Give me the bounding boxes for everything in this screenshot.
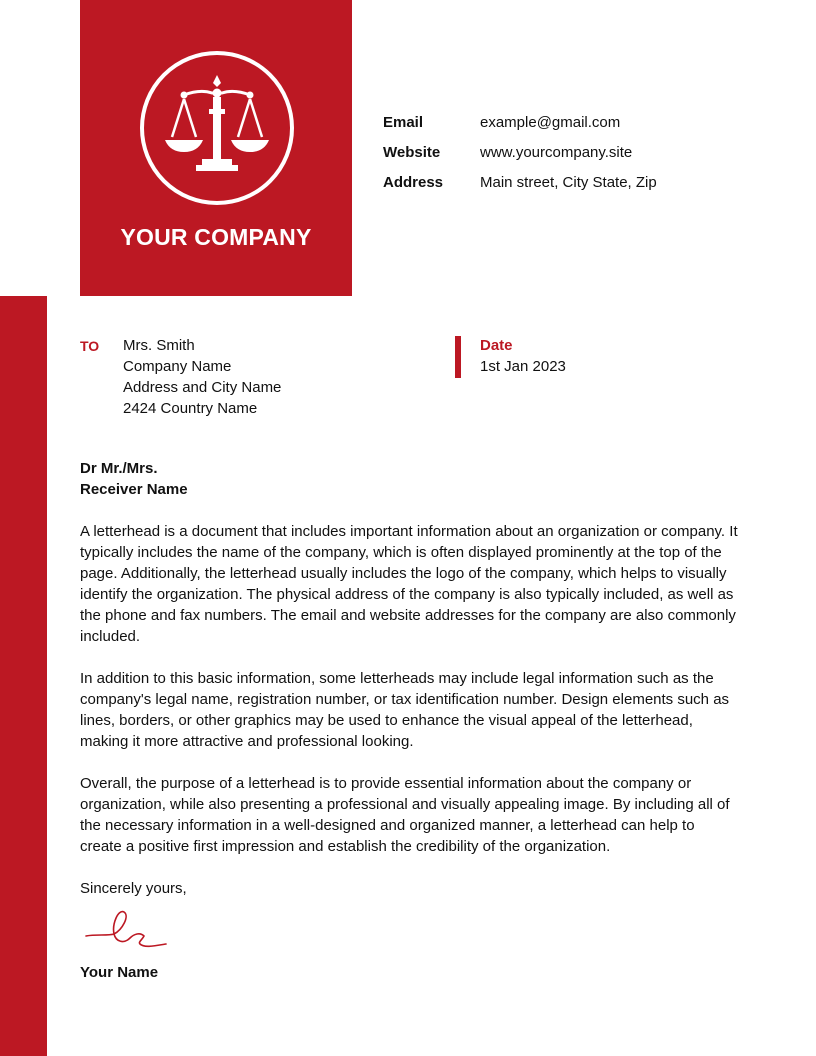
contact-label: Website xyxy=(383,144,441,161)
company-name: YOUR COMPANY xyxy=(120,224,312,250)
body-paragraph: In addition to this basic information, some letterheads may include legal information such as the company's legal name, registration number, or tax identification number. Design elements such as lines, borders, or other graphics may be used to enhance the visual appeal of the letterhead, making it more attractive and professional looking. xyxy=(80,670,730,750)
logo-block xyxy=(80,0,352,296)
recipient-company: Company Name xyxy=(123,358,232,375)
side-accent-bar xyxy=(0,296,47,1056)
contact-address-row xyxy=(383,174,657,204)
recipient-country: 2424 Country Name xyxy=(123,400,258,417)
salutation-title: Dr Mr./Mrs. xyxy=(80,460,158,477)
date-label: Date xyxy=(480,337,513,354)
website-value: www.yourcompany.site xyxy=(480,144,633,161)
to-label: TO xyxy=(80,338,100,354)
signature xyxy=(84,904,174,954)
contact-label: Address xyxy=(383,174,444,191)
contact-website-row xyxy=(383,144,657,174)
salutation-receiver: Receiver Name xyxy=(80,481,188,498)
address-value: Main street, City State, Zip xyxy=(480,174,657,191)
contact-info xyxy=(383,114,657,204)
recipient-name: Mrs. Smith xyxy=(123,337,195,354)
closing: Sincerely yours, xyxy=(80,880,187,897)
body-paragraph: Overall, the purpose of a letterhead is to provide essential information about the company or organization, while also presenting a professional and visually appealing image. By including all of the necessary information in a well-designed and organized manner, a letterhead can help to create a positive first impression and establish the credibility of the organization. xyxy=(80,775,730,855)
scales-of-justice-icon xyxy=(138,49,296,207)
body-paragraph: A letterhead is a document that includes important information about an organization or company. It typically includes the name of the company, which is often displayed prominently at the top of the page. Additionally, the letterhead usually includes the logo of the company, which helps to visually identify the organization. The physical address of the company is also typically included, as well as the phone and fax numbers. The email and website addresses for the company are also commonly included. xyxy=(80,523,738,645)
date-accent-rule xyxy=(455,336,461,378)
contact-label: Email xyxy=(383,114,424,131)
salutation xyxy=(80,458,188,500)
date-value: 1st Jan 2023 xyxy=(480,358,566,375)
signer-name: Your Name xyxy=(80,964,159,981)
contact-email-row xyxy=(383,114,657,144)
email-value: example@gmail.com xyxy=(480,114,621,131)
recipient-address xyxy=(123,335,281,419)
recipient-street: Address and City Name xyxy=(123,379,282,396)
